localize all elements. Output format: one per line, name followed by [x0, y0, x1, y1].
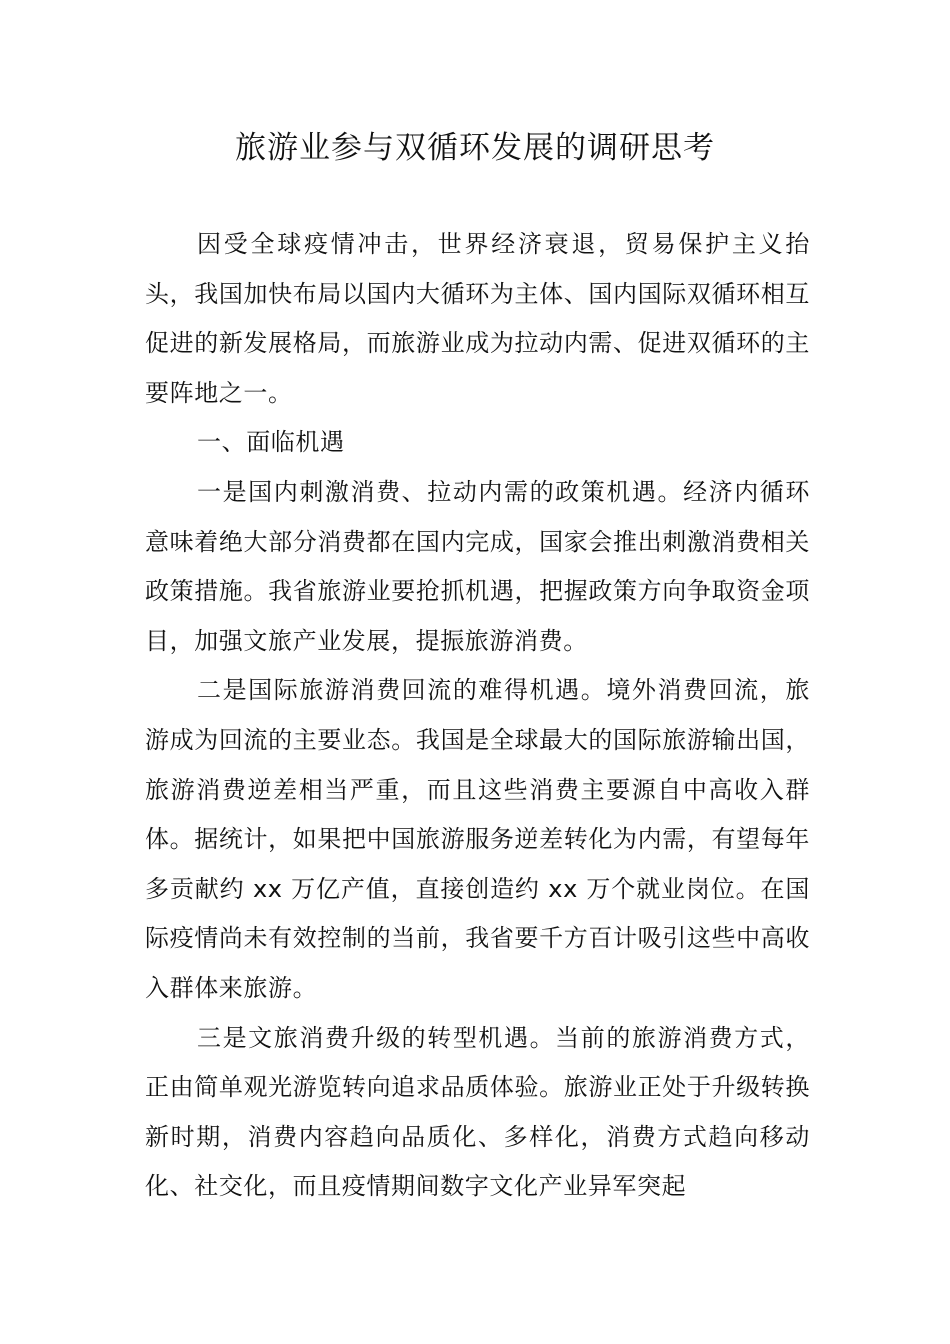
paragraph-opportunity-3: 三是文旅消费升级的转型机遇。当前的旅游消费方式，正由简单观光游览转向追求品质体验。旅游业正处于升级转换新时期，消费内容趋向品质化、多样化，消费方式趋向移动化、社交化，而且疫情期间数字文化产业异军突起 [145, 1023, 810, 1201]
document-body [145, 220, 810, 1212]
section-heading-opportunities: 一、面临机遇 [197, 428, 345, 457]
paragraph-opportunity-1: 一是国内刺激消费、拉动内需的政策机遇。经济内循环意味着绝大部分消费都在国内完成，国家会推出刺激消费相关政策措施。我省旅游业要抢抓机遇，把握政策方向争取资金项目，加强文旅产业发展，提振旅游消费。 [145, 477, 810, 655]
paragraph-intro: 因受全球疫情冲击，世界经济衰退，贸易保护主义抬头，我国加快布局以国内大循环为主体、国内国际双循环相互促进的新发展格局，而旅游业成为拉动内需、促进双循环的主要阵地之一。 [145, 230, 810, 407]
paragraph-opportunity-2: 二是国际旅游消费回流的难得机遇。境外消费回流，旅游成为回流的主要业态。我国是全球最大的国际旅游输出国，旅游消费逆差相当严重，而且这些消费主要源自中高收入群体。据统计，如果把中国旅游服务逆差转化为内需，有望每年多贡献约 xx 万亿产值，直接创造约 xx 万个就业岗位。在国际疫情尚未有效控制的当前，我省要千方百计吸引这些中高收入群体来旅游。 [145, 676, 810, 1002]
document-title: 旅游业参与双循环发展的调研思考 [235, 130, 715, 166]
